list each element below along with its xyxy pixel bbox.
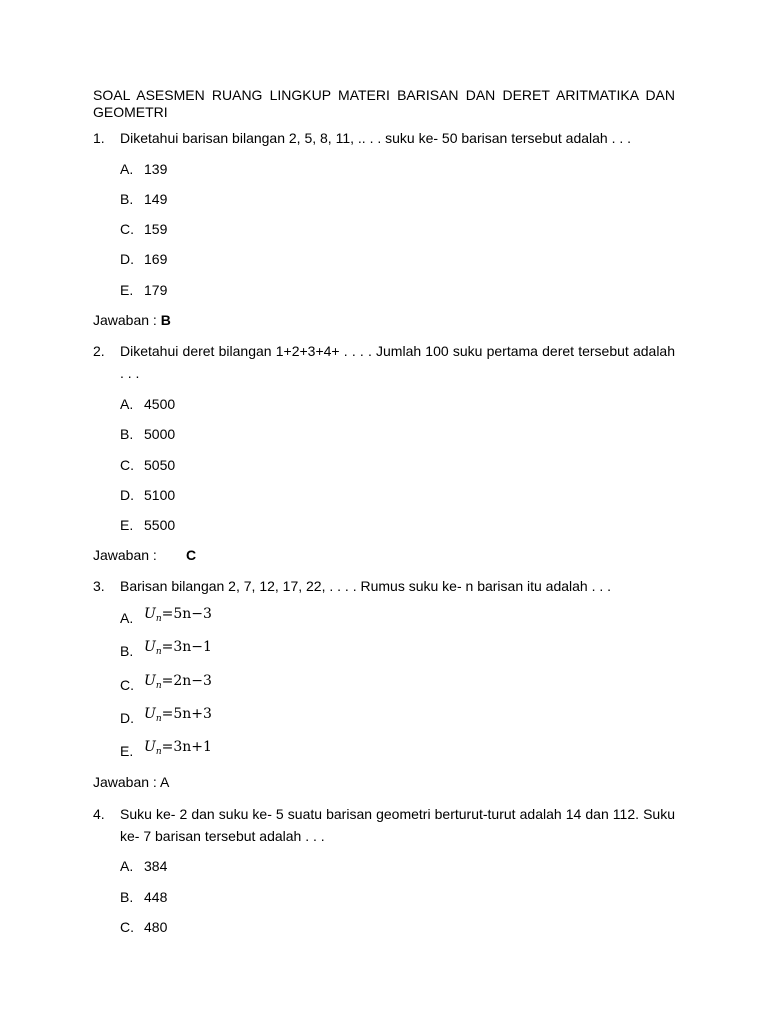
document-title: SOAL ASESMEN RUANG LINGKUP MATERI BARISAN DAN DERET ARITMATIKA DAN GEOMETRI [93, 87, 675, 120]
q1-answer-value: B [160, 312, 171, 328]
q2-option-a-value: 4500 [144, 396, 176, 412]
question-1-number: 1. [93, 130, 105, 146]
q3-c-sub: n [155, 681, 162, 691]
question-1-text: Diketahui barisan bilangan 2, 5, 8, 11, .. . . suku ke- 50 barisan tersebut adalah . . . [120, 130, 632, 146]
q3-b-sub: n [155, 647, 162, 657]
q1-answer [93, 312, 171, 328]
q1-option-e-value: 179 [144, 282, 168, 298]
q3-c-expr: =2n−3 [161, 673, 212, 689]
q4-option-c-value: 480 [144, 919, 168, 935]
q2-option-a-letter: A. [120, 396, 134, 412]
q3-option-b-formula [144, 639, 212, 657]
q1-option-e-letter: E. [120, 282, 134, 298]
q4-option-a-value: 384 [144, 858, 168, 874]
q3-option-c-letter: C. [120, 677, 134, 693]
q2-option-c-letter: C. [120, 457, 134, 473]
q2-option-e-value: 5500 [144, 517, 176, 533]
q2-option-e-letter: E. [120, 517, 134, 533]
q3-b-symbol: U [144, 639, 156, 655]
q2-option-d-letter: D. [120, 487, 134, 503]
question-3-text: Barisan bilangan 2, 7, 12, 17, 22, . . . . Rumus suku ke- n barisan itu adalah . . . [120, 578, 612, 594]
question-4-text: Suku ke- 2 dan suku ke- 5 suatu barisan geometri berturut-turut adalah 14 dan 112. Suku ke- 7 barisan tersebut adalah . . . [120, 806, 675, 844]
q1-option-d-value: 169 [144, 251, 168, 267]
q4-option-a-letter: A. [120, 858, 134, 874]
q1-option-a-letter: A. [120, 161, 134, 177]
q2-option-b-letter: B. [120, 426, 134, 442]
q1-option-a-value: 139 [144, 161, 168, 177]
q3-answer: Jawaban : A [93, 774, 170, 790]
q1-answer-label: Jawaban : [93, 312, 161, 328]
q3-e-sub: n [155, 747, 162, 757]
q3-option-d-letter: D. [120, 710, 134, 726]
q3-a-symbol: U [144, 606, 156, 622]
q3-option-a-letter: A. [120, 610, 134, 626]
q2-option-d-value: 5100 [144, 487, 176, 503]
question-4-number: 4. [93, 806, 105, 822]
q2-option-c-value: 5050 [144, 457, 176, 473]
q2-answer-value: C [186, 547, 197, 563]
q2-answer [93, 547, 197, 563]
q4-option-c-letter: C. [120, 919, 134, 935]
q3-d-symbol: U [144, 706, 156, 722]
q4-option-b-value: 448 [144, 889, 168, 905]
q1-option-c-value: 159 [144, 221, 168, 237]
question-3-number: 3. [93, 578, 105, 594]
q3-e-expr: =3n+1 [161, 739, 212, 755]
q3-c-symbol: U [144, 673, 156, 689]
q3-option-d-formula [144, 706, 212, 724]
question-2-text: Diketahui deret bilangan 1+2+3+4+ . . . . Jumlah 100 suku pertama deret tersebut adalah . . . [120, 343, 675, 381]
q3-option-a-formula [144, 606, 212, 624]
q3-d-sub: n [155, 714, 162, 724]
question-2-number: 2. [93, 343, 105, 359]
q1-option-c-letter: C. [120, 221, 134, 237]
q1-option-b-value: 149 [144, 191, 168, 207]
q3-a-sub: n [155, 614, 162, 624]
q3-option-e-letter: E. [120, 743, 134, 759]
q1-option-b-letter: B. [120, 191, 134, 207]
q3-option-b-letter: B. [120, 643, 134, 659]
q2-answer-label: Jawaban : [93, 547, 157, 563]
q3-option-e-formula [144, 739, 212, 757]
q3-option-c-formula [144, 673, 212, 691]
q3-e-symbol: U [144, 739, 156, 755]
q1-option-d-letter: D. [120, 251, 134, 267]
q2-option-b-value: 5000 [144, 426, 176, 442]
q3-d-expr: =5n+3 [161, 706, 212, 722]
q3-b-expr: =3n−1 [161, 639, 212, 655]
q4-option-b-letter: B. [120, 889, 134, 905]
q3-a-expr: =5n−3 [161, 606, 212, 622]
